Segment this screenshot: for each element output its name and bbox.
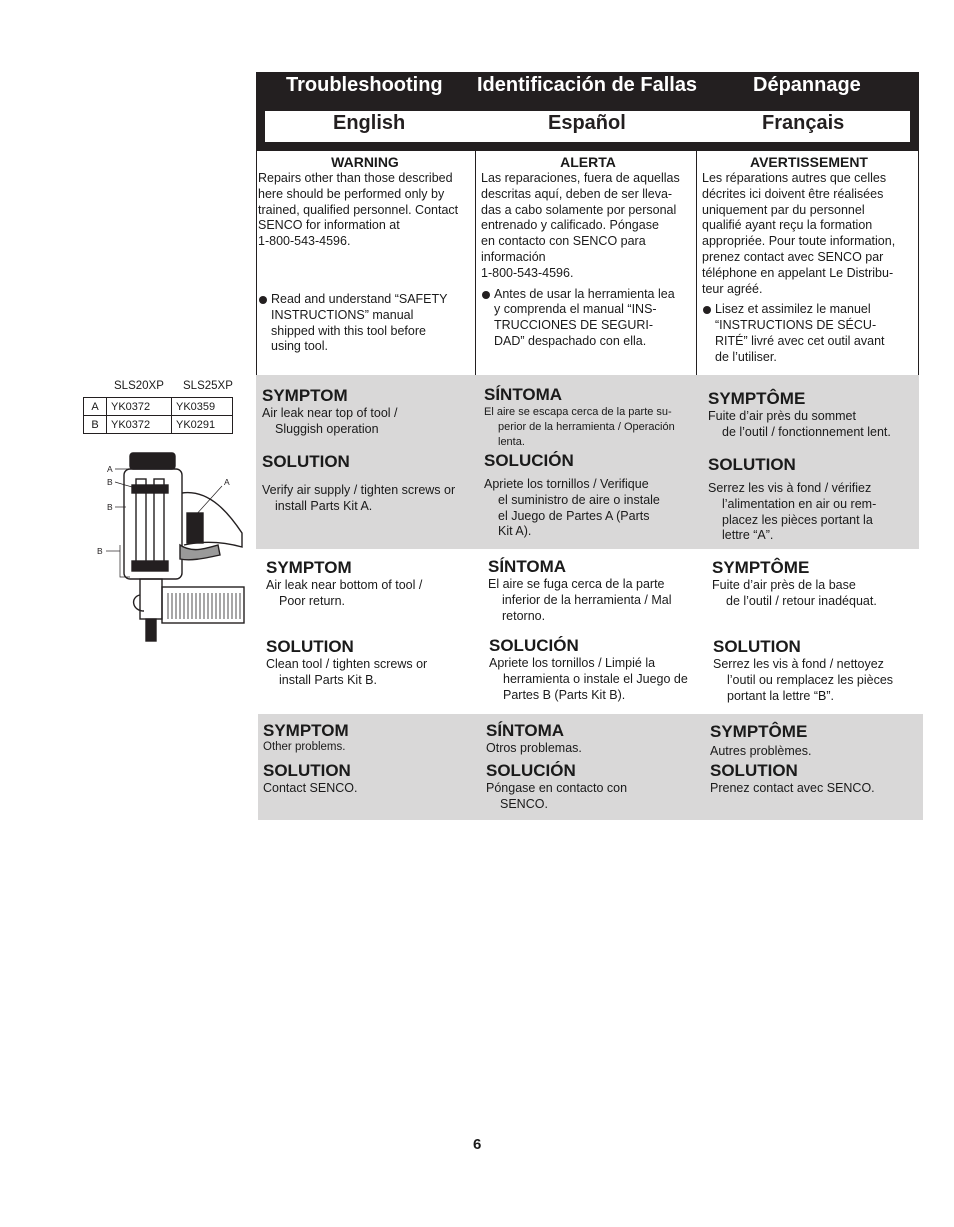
tool-guard [134, 595, 144, 611]
solution-label: SOLUTION [713, 637, 801, 656]
symptom-french [710, 722, 918, 760]
parts-column-header: SLS20XP [114, 380, 164, 392]
warning-text: here should be performed only by [258, 186, 445, 201]
solution-spanish [484, 451, 698, 540]
warning-text: SENCO for information at [258, 218, 400, 233]
tool-driver [146, 619, 156, 641]
solution-text: l’alimentation en air ou rem- [722, 496, 877, 511]
symptom-spanish [484, 385, 698, 450]
symptom-label: SÍNTOMA [488, 557, 567, 576]
diagram-label: A [224, 477, 230, 487]
solution-label: SOLUTION [262, 452, 350, 471]
solution-text: Apriete los tornillos / Verifique [484, 477, 649, 491]
solution-text: install Parts Kit B. [279, 672, 377, 687]
warning-heading: ALERTA [560, 154, 616, 170]
lang-french: Français [762, 112, 845, 134]
title-french: Dépannage [753, 74, 861, 96]
lang-english: English [333, 112, 406, 134]
symptom-label: SYMPTÔME [710, 722, 808, 741]
troubleshooting-row [256, 375, 919, 549]
parts-column-header: SLS25XP [183, 380, 233, 392]
bullet-text: DAD” despachado con ella. [494, 333, 647, 348]
symptom-text: El aire se escapa cerca de la parte su- [484, 406, 672, 418]
bullet-text: TRUCCIONES DE SEGURI- [494, 318, 654, 333]
bullet-text: using tool. [271, 339, 328, 354]
solution-text: Serrez les vis à fond / vérifiez [708, 481, 872, 495]
page-number: 6 [473, 1136, 482, 1153]
symptom-text: de l’outil / fonctionnement lent. [722, 424, 891, 439]
bullet-text: “INSTRUCTIONS DE SÉCU- [715, 318, 877, 333]
symptom-text: perior de la herramienta / Operación [498, 421, 675, 433]
tool-valve [187, 513, 203, 543]
warning-spanish [481, 154, 695, 350]
solution-french [713, 637, 919, 704]
bullet-item [481, 287, 695, 350]
symptom-french [712, 558, 918, 610]
warning-text: das a cabo solamente por personal [481, 202, 677, 217]
tool-seal [132, 561, 168, 571]
warning-text: información [481, 249, 546, 264]
bullet-item [258, 292, 472, 355]
symptom-english [266, 558, 476, 610]
symptom-text: inferior de la herramienta / Mal [502, 592, 672, 607]
symptom-label: SYMPTÔME [712, 558, 810, 577]
symptom-text: Fuite d’air près du sommet [708, 409, 856, 423]
symptom-label: SYMPTOM [266, 558, 352, 577]
table-row [84, 416, 233, 434]
solution-text: Verify air supply / tighten screws or [262, 483, 456, 497]
warning-text: 1-800-543-4596. [481, 265, 574, 280]
solution-label: SOLUCIÓN [484, 451, 574, 470]
bullet-text: Antes de usar la herramienta lea [494, 286, 675, 301]
solution-text: Prenez contact avec SENCO. [710, 781, 875, 795]
warning-text: prenez contact avec SENCO par [702, 249, 884, 264]
symptom-text: de l’outil / retour inadéquat. [726, 593, 877, 608]
solution-text: herramienta o instale el Juego de [503, 671, 688, 686]
solution-label: SOLUTION [708, 455, 796, 474]
symptom-spanish [486, 721, 700, 757]
warning-text: Las reparaciones, fuera de aquellas [481, 171, 680, 185]
warning-text: entrenado y calificado. Póngase [481, 218, 659, 233]
language-bar [265, 111, 910, 142]
bullet-text: y comprenda el manual “INS- [494, 302, 657, 317]
solution-text: portant la lettre “B”. [727, 688, 834, 703]
symptom-label: SÍNTOMA [484, 385, 563, 404]
parts-kit-table [83, 397, 233, 434]
solution-english [266, 637, 476, 689]
solution-text: l’outil ou remplacez les pièces [727, 672, 894, 687]
tool-trigger [180, 545, 220, 560]
solution-text: SENCO. [500, 796, 548, 811]
symptom-text: Autres problèmes. [710, 744, 812, 758]
table-cell: YK0291 [172, 416, 233, 434]
solution-text: lettre “A”. [722, 528, 774, 543]
tool-seal [132, 485, 168, 493]
symptom-text: Air leak near top of tool / [262, 406, 398, 420]
symptom-text: lenta. [498, 436, 525, 448]
symptom-text: Otros problemas. [486, 741, 582, 755]
table-cell: YK0372 [107, 416, 172, 434]
bullet-text: Lisez et assimilez le manuel [715, 302, 871, 317]
column-divider [918, 151, 919, 375]
diagram-label: B [107, 502, 113, 512]
warning-text: appropriée. Pour toute information, [702, 234, 896, 249]
row-label: A [84, 398, 107, 416]
solution-text: Apriete los tornillos / Limpié la [489, 656, 656, 670]
tool-cap [130, 453, 175, 469]
diagram-label: A [107, 464, 113, 474]
symptom-text: Sluggish operation [275, 421, 379, 436]
symptom-text: Fuite d’air près de la base [712, 578, 856, 592]
solution-text: el suministro de aire o instale [498, 492, 660, 507]
solution-label: SOLUTION [710, 761, 798, 780]
table-cell: YK0372 [107, 398, 172, 416]
solution-spanish [489, 636, 705, 703]
solution-label: SOLUCIÓN [486, 761, 576, 780]
symptom-label: SYMPTOM [263, 721, 349, 740]
nailer-diagram [92, 445, 248, 650]
warning-french [702, 154, 916, 366]
table-cell: YK0359 [172, 398, 233, 416]
solution-label: SOLUCIÓN [489, 636, 579, 655]
warning-heading: WARNING [331, 154, 399, 170]
title-english: Troubleshooting [286, 74, 443, 96]
warning-english [258, 154, 472, 355]
solution-text: Clean tool / tighten screws or [266, 657, 428, 671]
symptom-spanish [488, 557, 702, 624]
solution-label: SOLUTION [263, 761, 351, 780]
symptom-text: El aire se fuga cerca de la parte [488, 577, 665, 591]
solution-text: install Parts Kit A. [275, 498, 373, 513]
solution-spanish [486, 761, 700, 813]
symptom-english [263, 721, 473, 754]
warning-heading: AVERTISSEMENT [750, 154, 868, 170]
warning-text: en contacto con SENCO para [481, 234, 646, 249]
symptom-label: SYMPTÔME [708, 389, 806, 408]
solution-english [262, 452, 476, 515]
title-spanish: Identificación de Fallas [477, 74, 698, 96]
solution-text: placez les pièces portant la [722, 512, 873, 527]
warning-text: uniquement par du personnel [702, 202, 865, 217]
warning-row [256, 151, 919, 376]
warning-text: Les réparations autres que celles [702, 171, 887, 185]
solution-text: Contact SENCO. [263, 781, 358, 795]
bullet-item [702, 302, 916, 365]
troubleshooting-row [256, 549, 919, 714]
column-divider [256, 151, 257, 375]
bullet-text: de l’utiliser. [715, 349, 777, 364]
solution-french [710, 761, 918, 797]
solution-label: SOLUTION [266, 637, 354, 656]
bullet-text: shipped with this tool before [271, 323, 426, 338]
table-row [84, 398, 233, 416]
bullet-text: Read and understand “SAFETY [271, 291, 448, 306]
column-divider [475, 151, 476, 375]
solution-text: Póngase en contacto con [486, 781, 628, 795]
symptom-label: SÍNTOMA [486, 721, 565, 740]
diagram-label: B [107, 477, 113, 487]
warning-text: Repairs other than those described [258, 171, 453, 185]
bullet-text: INSTRUCTIONS” manual [271, 307, 414, 322]
symptom-french [708, 389, 916, 441]
symptom-text: retorno. [502, 608, 546, 623]
warning-text: teur agréé. [702, 281, 763, 296]
troubleshooting-row [258, 714, 923, 820]
symptom-text: Poor return. [279, 593, 346, 608]
solution-text: Kit A). [498, 524, 532, 539]
warning-text: 1-800-543-4596. [258, 234, 351, 249]
solution-english [263, 761, 473, 797]
solution-text: Partes B (Parts Kit B). [503, 687, 626, 702]
symptom-label: SYMPTOM [262, 386, 348, 405]
row-label: B [84, 416, 107, 434]
diagram-label: B [97, 546, 103, 556]
bullet-text: RITÉ” livré avec cet outil avant [715, 333, 885, 348]
section-header [256, 72, 919, 151]
tool-nose [140, 579, 162, 619]
warning-text: décrites ici doivent être réalisées [702, 186, 884, 201]
solution-french [708, 455, 916, 544]
warning-text: téléphone en appelant Le Distribu- [702, 265, 894, 280]
symptom-text: Air leak near bottom of tool / [266, 578, 423, 592]
solution-text: Serrez les vis à fond / nettoyez [713, 657, 884, 671]
symptom-english [262, 386, 472, 438]
lang-spanish: Español [548, 112, 626, 134]
warning-text: qualifié ayant reçu la formation [702, 218, 873, 233]
symptom-text: Other problems. [263, 741, 346, 753]
column-divider [696, 151, 697, 375]
warning-text: trained, qualified personnel. Contact [258, 202, 459, 217]
solution-text: el Juego de Partes A (Parts [498, 508, 650, 523]
warning-text: descritas aquí, deben de ser lleva- [481, 186, 673, 201]
